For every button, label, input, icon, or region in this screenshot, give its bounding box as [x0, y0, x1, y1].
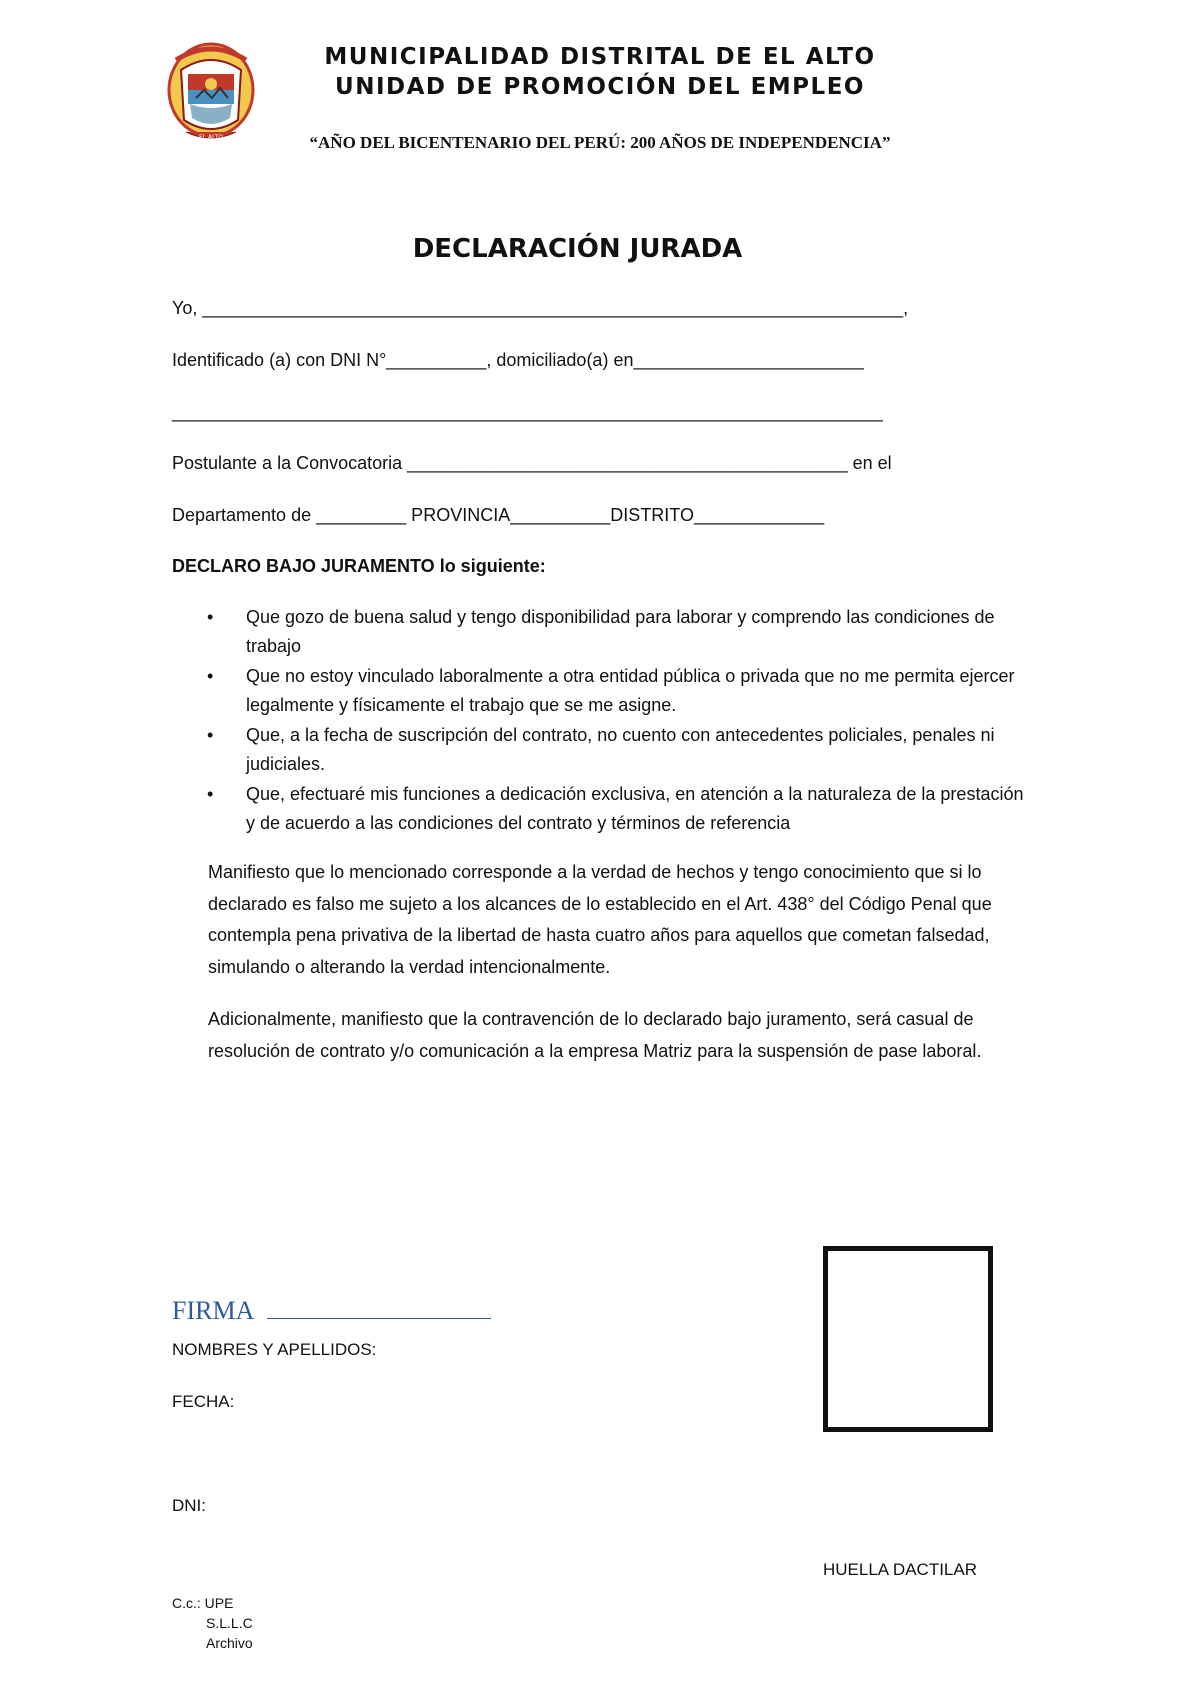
list-item: [172, 603, 1032, 661]
form-line-location[interactable]: Departamento de _________ PROVINCIA__________DISTRITO_____________: [172, 505, 825, 525]
logo-scroll-text: EL ALTO: [198, 134, 224, 141]
list-item-text: Que, a la fecha de suscripción del contrato, no cuento con antecedentes policiales, penales ni judiciales.: [246, 725, 995, 774]
paragraph-adicionalmente: Adicionalmente, manifiesto que la contravención de lo declarado bajo juramento, será casual de resolución de contrato y/o comunicación a la empresa Matriz para la suspensión de pase laboral.: [208, 1009, 982, 1061]
dni-label: DNI:: [172, 1496, 206, 1515]
form-line-convocatoria[interactable]: Postulante a la Convocatoria ____________________________________________ en el: [172, 453, 892, 473]
list-item-text: Que no estoy vinculado laboralmente a otra entidad pública o privada que no me permita ejercer legalmente y físicamente el trabajo que se me asigne.: [246, 666, 1015, 715]
date-label: FECHA:: [172, 1392, 235, 1411]
bullet-icon: •: [207, 725, 214, 745]
list-item: [172, 662, 1032, 720]
signature-line[interactable]: [267, 1318, 491, 1319]
copies-item: Archivo: [206, 1635, 253, 1651]
copies-label: C.c.: UPE: [172, 1595, 234, 1611]
form-line-dni-address[interactable]: Identificado (a) con DNI N°__________, domiciliado(a) en_______________________: [172, 350, 864, 370]
header-motto: “AÑO DEL BICENTENARIO DEL PERÚ: 200 AÑOS DE INDEPENDENCIA”: [309, 133, 891, 152]
form-line-name[interactable]: Yo, ______________________________________________________________________,: [172, 298, 909, 318]
fingerprint-label: HUELLA DACTILAR: [823, 1560, 977, 1579]
signature-label: FIRMA: [172, 1296, 255, 1325]
list-item: [172, 780, 1032, 838]
header-unit: UNIDAD DE PROMOCIÓN DEL EMPLEO: [335, 74, 865, 100]
signature-row: [172, 1296, 491, 1326]
bullet-icon: •: [207, 607, 214, 627]
bullet-icon: •: [207, 666, 214, 686]
copies-item: S.L.L.C: [206, 1615, 253, 1631]
document-title: DECLARACIÓN JURADA: [412, 234, 743, 264]
header-institution: MUNICIPALIDAD DISTRITAL DE EL ALTO: [324, 44, 876, 70]
declaration-list: [172, 603, 1032, 839]
list-item-text: Que gozo de buena salud y tengo disponibilidad para laborar y comprendo las condiciones de trabajo: [246, 607, 995, 656]
fingerprint-box[interactable]: [823, 1246, 993, 1432]
copies-block: [172, 1593, 253, 1653]
declaration-heading: DECLARO BAJO JURAMENTO lo siguiente:: [172, 556, 546, 576]
list-item: [172, 721, 1032, 779]
paragraph-manifiesto: Manifiesto que lo mencionado corresponde a la verdad de hechos y tengo conocimiento que si lo declarado es falso me sujeto a los alcances de lo establecido en el Art. 438° del Código Penal que contempla pena privativa de la libertad de hasta cuatro años para aquellos que cometan falsedad, simulando o alterando la verdad intencionalmente.: [208, 862, 992, 977]
list-item-text: Que, efectuaré mis funciones a dedicación exclusiva, en atención a la naturaleza de la prestación y de acuerdo a las condiciones del contrato y términos de referencia: [246, 784, 1024, 833]
bullet-icon: •: [207, 784, 214, 804]
names-label: NOMBRES Y APELLIDOS:: [172, 1340, 377, 1359]
form-line-address-continued[interactable]: _______________________________________________________________________: [172, 402, 883, 422]
